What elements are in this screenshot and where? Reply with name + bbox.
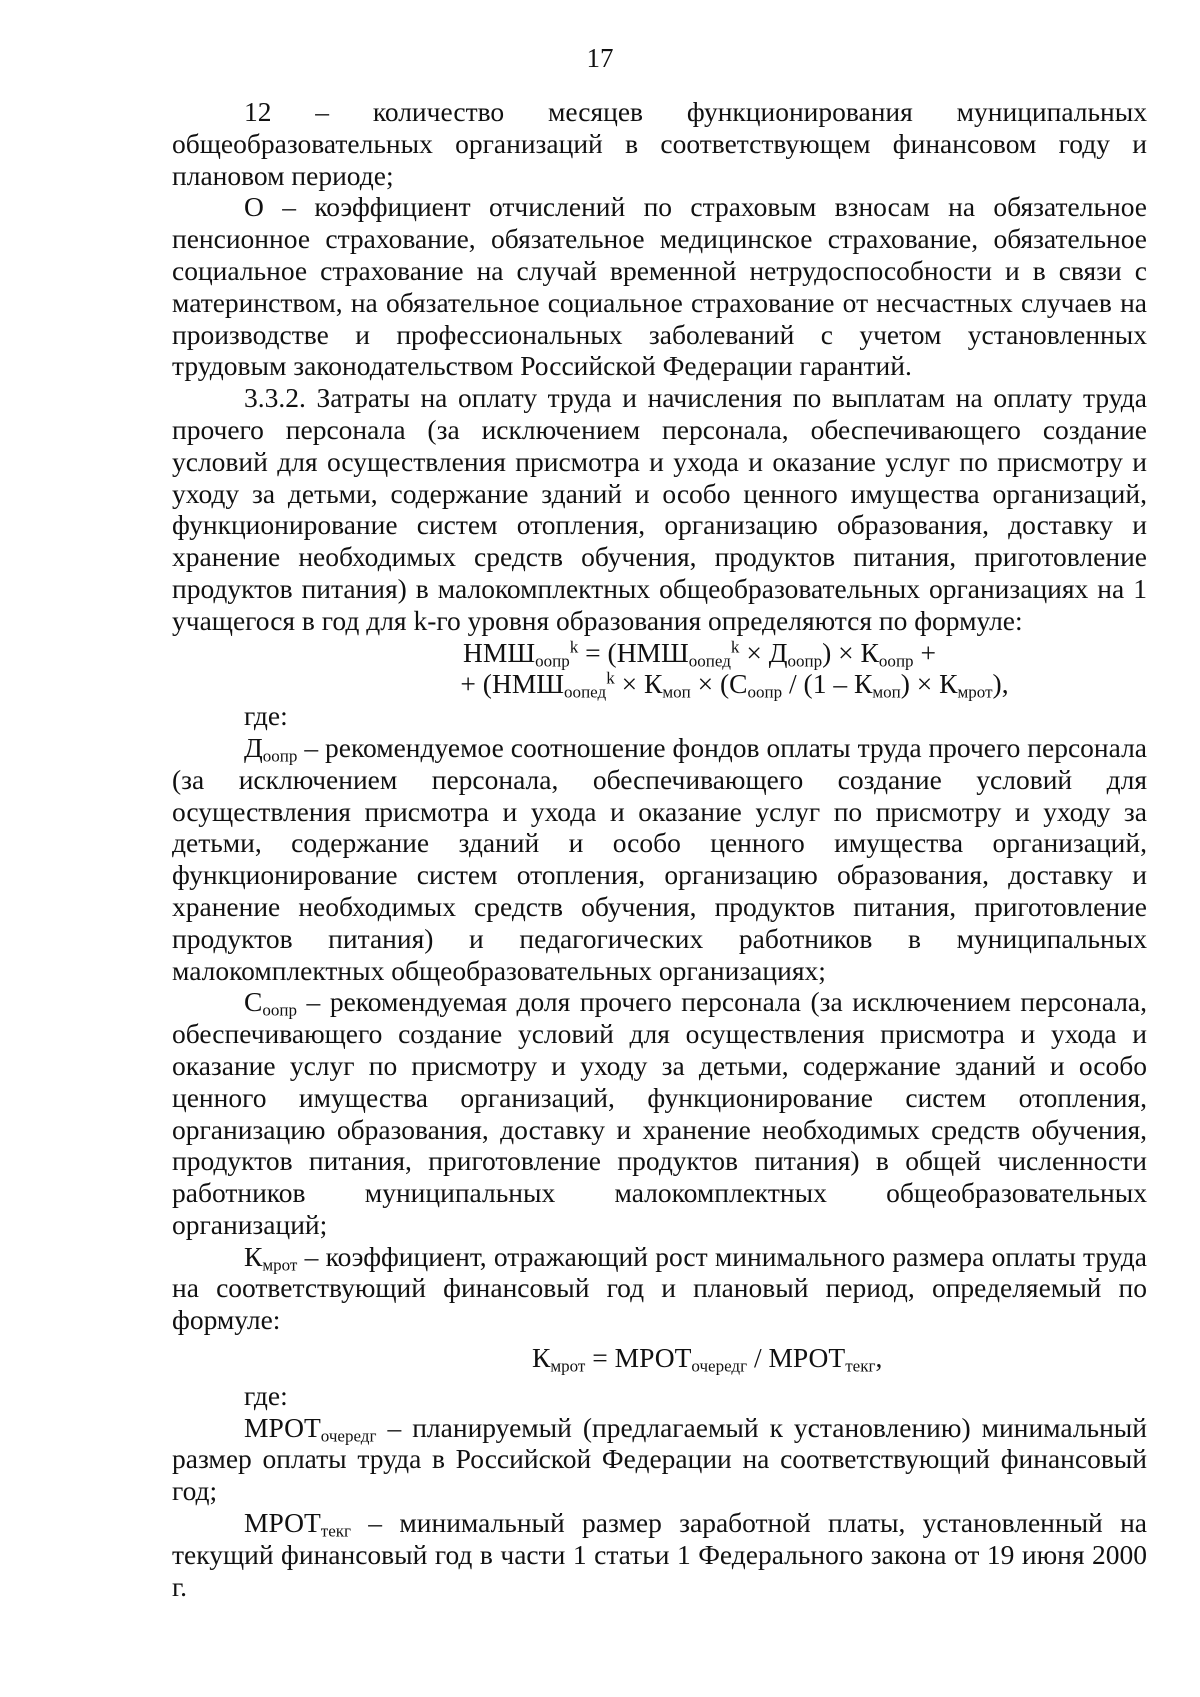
paragraph-section-3-3-2: 3.3.2. Затраты на оплату труда и начисления по выплатам на оплату труда прочего персонала (за исключением персонала, обеспечивающего создание условий для осуществления присмотра и ухода и оказание услуг по присмотру и уходу за детьми, содержание зданий и особо ценного имущества организаций, функционирование систем отопления, организацию образования, доставку и хранение необходимых средств обучения, продуктов питания, приготовление продуктов питания) в малокомплектных общеобразовательных организациях на 1 учащегося в год для k-го уровня образования определяются по формуле: [172, 382, 1147, 636]
page-number: 17 [586, 43, 614, 73]
paragraph-insurance-coefficient: О – коэффициент отчислений по страховым взносам на обязательное пенсионное страхование, обязательное медицинское страхование, обязательное социальное страхование на случай временной нетрудоспособности и в связи с материнством, на обязательное социальное страхование от несчастных случаев на производстве и профессиональных заболеваний с учетом установленных трудовым законодательством Российской Федерации гарантий. [172, 191, 1147, 382]
definition-mrot-next-year: $МРОТ_{очередг}$ – планируемый (предлагаемый к установлению) минимальный размер оплаты труда в Российской Федерации на соответствующий финансовый год; [172, 1411, 1147, 1507]
where-label-1: где: [244, 700, 288, 732]
where-label-2: где: [244, 1379, 288, 1411]
definition-k-mrot: $К_{мрот}$ – коэффициент, отражающий рост минимального размера оплаты труда на соответствующий финансовый год и плановый период, определяемый по формуле: [172, 1240, 1147, 1336]
definition-d-oopr: $Д_{оопр}$ – рекомендуемое соотношение фондов оплаты труда прочего персонала (за исключением персонала, обеспечивающего создание условий для осуществления присмотра и ухода и оказание услуг по присмотру и уходу за детьми, содержание зданий и особо ценного имущества организаций, функционирование систем отопления, организацию образования, доставку и хранение необходимых средств обучения, продуктов питания, приготовление продуктов питания) и педагогических работников в муниципальных малокомплектных общеобразовательных организациях; [172, 731, 1147, 986]
formula-nmsh-line-2: + ($НМШ_{оопед}^k \times К_{моп} \times (С_{оопр} / (1 - К_{моп}) \times К_{мрот})$, [460, 668, 1009, 702]
definition-c-oopr: $С_{оопр}$ – рекомендуемая доля прочего персонала (за исключением персонала, обеспечивающего создание условий для осуществления присмотра и ухода и оказание услуг по присмотру и уходу за детьми, содержание зданий и особо ценного имущества организаций, функционирование систем отопления, организацию образования, доставку и хранение необходимых средств обучения, продуктов питания, приготовление продуктов питания) в общей численности работников муниципальных малокомплектных общеобразовательных организаций; [172, 986, 1147, 1240]
formula-nmsh-line-1: $НМШ_{оопр}^k = (НМШ_{оопед}^k \times Д_{оопр}) \times К_{оопр}$ + [463, 636, 936, 670]
document-body [172, 96, 1147, 1602]
paragraph-months: 12 – количество месяцев функционирования муниципальных общеобразовательных организаций в соответствующем финансовом году и плановом периоде; [172, 96, 1147, 191]
definition-mrot-current-year: $МРОТ_{текг}$ – минимальный размер заработной платы, установленный на текущий финансовый год в части 1 статьи 1 Федерального закона от 19 июня 2000 г. [172, 1507, 1147, 1602]
formula-k-mrot: $К_{мрот}$ = $МРОТ_{очередг}$ / $МРОТ_{текг}$, [532, 1342, 883, 1376]
